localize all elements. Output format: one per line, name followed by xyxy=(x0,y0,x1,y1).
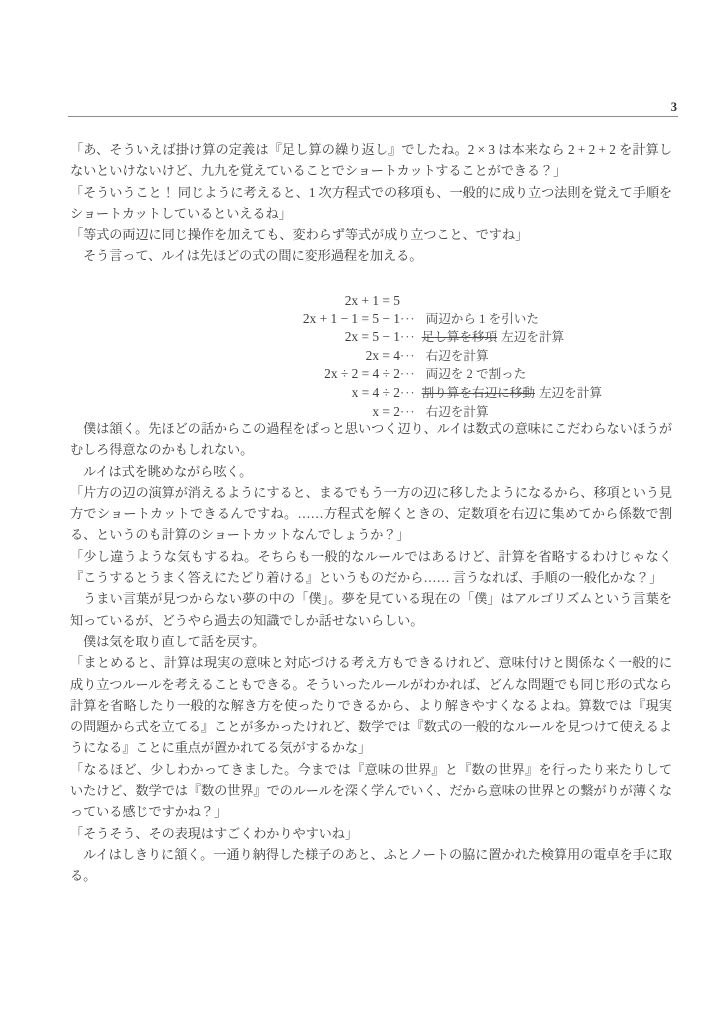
annotation-text: 左辺を計算 xyxy=(538,385,602,400)
annotation-struck-text: 足し算を移項 xyxy=(421,330,498,345)
equation-expression: 2x ÷ 2 = 4 ÷ 2 xyxy=(324,366,400,382)
annotation-dots: ··· xyxy=(400,385,416,400)
paragraph: 「そうそう、その表現はすごくわかりやすいね」 xyxy=(70,825,358,841)
header-divider xyxy=(68,116,678,117)
top-text-block xyxy=(70,139,672,267)
paragraph: 僕は気を取り直して話を戻す。 xyxy=(83,633,266,649)
paragraph: うまい言葉が見つからない夢の中の「僕」。夢を見ている現在の「僕」はアルゴリズムという言葉を知っているが、どうやら過去の知識でしか話せないらしい。 xyxy=(70,591,672,628)
equation-expression: 2x = 5 − 1 xyxy=(344,329,400,345)
annotation-text: 両辺から 1 を引いた xyxy=(425,311,539,326)
annotation-struck-text: 割り算を右辺に移動 xyxy=(421,385,535,400)
bottom-text-block xyxy=(70,418,672,887)
paragraph: ルイはしきりに頷く。一通り納得した様子のあと、ふとノートの脇に置かれた検算用の電卓を手に取る。 xyxy=(70,846,672,884)
paragraph: 「まとめると、計算は現実の意味と対応づける考え方もできるけれど、意味付けと関係なく一般的に成り立つルールを考えることもできる。そういったルールがわかれば、どんな問題でも同じ形の式なら計算を省略したり一般的な解き方を使ったりできるから、より解きやすくなるよね。算数では『現実の問題から式を立てる』ことが多かったけれど、数学では『数式の一般的なルールを見つけて使えるようになる』ことに重点が置かれてる気がするかな」 xyxy=(70,655,672,756)
annotation-text: 左辺を計算 xyxy=(501,330,565,345)
equation-row xyxy=(70,328,602,347)
annotation-text: 両辺を 2 で割った xyxy=(425,367,527,382)
annotation-dots: ··· xyxy=(400,348,416,363)
paragraph: 僕は頷く。先ほどの話からこの過程をぱっと思いつく辺り、ルイは数式の意味にこだわらないほうがむしろ得意なのかもしれない。 xyxy=(70,421,672,458)
equation-annotation xyxy=(400,347,602,366)
annotation-dots: ··· xyxy=(400,311,416,326)
paragraph: 「少し違うような気もするね。そちらも一般的なルールではあるけど、計算を省略するわけじゃなく『こうするとうまく答えにたどり着ける』というものだから…… 言うなれば、手順の一般化かな？」 xyxy=(70,548,672,586)
annotation-text: 右辺を計算 xyxy=(425,404,489,419)
equation-row xyxy=(70,347,602,366)
paragraph: 「あ、そういえば掛け算の定義は『足し算の繰り返し』でしたね。2 × 3 は本来なら 2 + 2 + 2 を計算しないといけないけど、九九を覚えていることでショートカットすることができる？」 xyxy=(70,142,672,179)
paragraph: 「なるほど、少しわかってきました。今までは『意味の世界』と『数の世界』を行ったり来たりしていたけど、数学では『数の世界』でのルールを深く学んでいく、だから意味の世界との繋がりが薄くなっている感じですかね？」 xyxy=(70,761,672,820)
equation-expression: 2x + 1 = 5 xyxy=(344,293,400,308)
annotation-dots: ··· xyxy=(400,367,416,382)
equation-expression: 2x + 1 − 1 = 5 − 1 xyxy=(302,310,400,326)
paragraph: そう言って、ルイは先ほどの式の間に変形過程を加える。 xyxy=(83,248,423,264)
equation-row xyxy=(70,310,602,329)
equation-expression: x = 4 ÷ 2 xyxy=(351,384,400,400)
paragraph: 「等式の両辺に同じ操作を加えても、変わらず等式が成り立つこと、ですね」 xyxy=(70,227,529,243)
equation-annotation xyxy=(400,292,602,310)
equation-row xyxy=(70,365,602,384)
paragraph: ルイは式を眺めながら呟く。 xyxy=(83,463,253,479)
annotation-dots: ··· xyxy=(400,330,416,345)
paragraph: 「そういうこと！ 同じように考えると、1 次方程式での移項も、一般的に成り立つ法則を覚えて手順をショートカットしているといえるね」 xyxy=(70,184,672,221)
equation-annotation xyxy=(400,384,602,403)
annotation-dots: ··· xyxy=(400,404,416,419)
equation-block xyxy=(70,292,672,421)
equation-expression: 2x = 4 xyxy=(365,347,400,363)
equation-row xyxy=(70,292,602,310)
page-header xyxy=(68,100,678,117)
equation-annotation xyxy=(400,328,602,347)
page-number: 3 xyxy=(670,100,677,114)
annotation-text: 右辺を計算 xyxy=(425,348,489,363)
equation-row xyxy=(70,384,602,403)
equation-annotation xyxy=(400,365,602,384)
equation-annotation xyxy=(400,310,602,329)
paragraph: 「片方の辺の演算が消えるようにすると、まるでもう一方の辺に移したようになるから、移項という見方でショートカットできるんですね。……方程式を解くときの、定数項を右辺に集めてから係数で割る、というのも計算のショートカットなんでしょうか？」 xyxy=(70,484,672,543)
equation-table xyxy=(70,292,602,421)
equation-expression: x = 2 xyxy=(372,403,400,419)
